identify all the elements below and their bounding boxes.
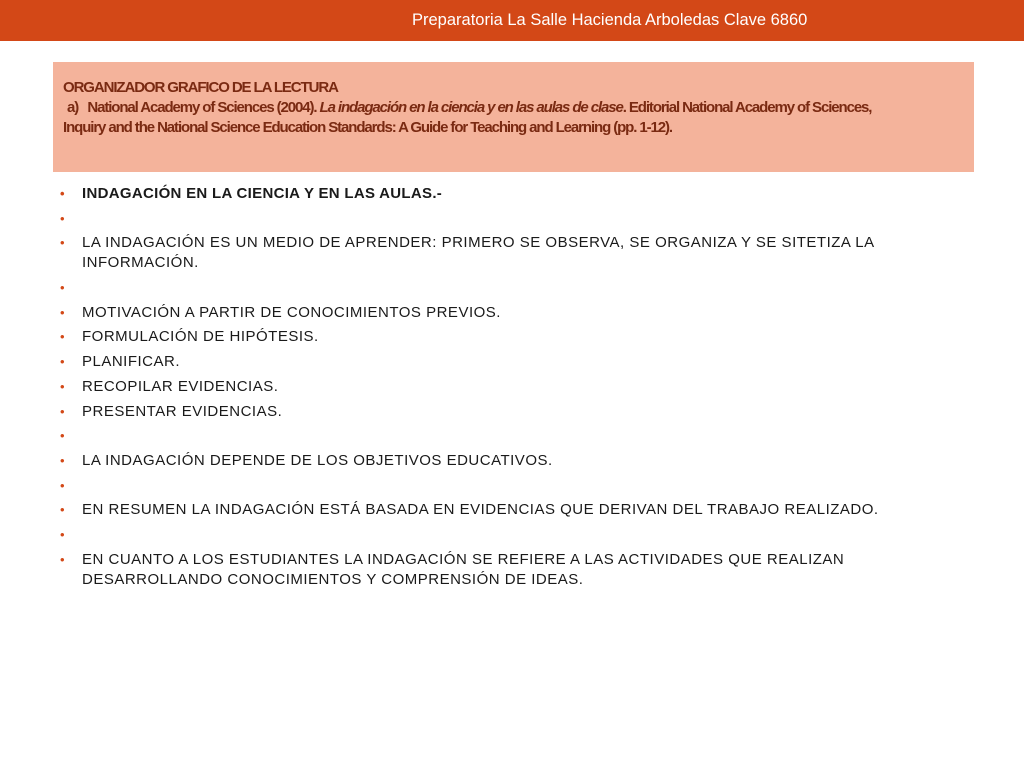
bullet-text: PLANIFICAR. bbox=[82, 353, 181, 371]
bullet-dot-icon: • bbox=[60, 502, 66, 518]
bullet-text: LA INDAGACIÓN ES UN MEDIO DE APRENDER: PRIMERO SE OBSERVA, SE ORGANIZA Y SE SITETIZA LA INFORMACIÓN. bbox=[82, 234, 874, 272]
list-item bbox=[60, 352, 960, 372]
header-banner bbox=[0, 0, 1024, 41]
school-name: Preparatoria La Salle Hacienda Arboledas Clave 6860 bbox=[412, 11, 808, 29]
bullet-text: LA INDAGACIÓN DEPENDE DE LOS OBJETIVOS EDUCATIVOS. bbox=[82, 451, 553, 469]
list-item bbox=[60, 550, 960, 590]
bullet-text: EN CUANTO A LOS ESTUDIANTES LA INDAGACIÓN SE REFIERE A LAS ACTIVIDADES QUE REALIZAN DESARROLLANDO CONOCIMIENTOS Y COMPRENSIÓN DE IDEAS. bbox=[82, 550, 845, 588]
list-item bbox=[60, 426, 960, 446]
bullet-dot-icon: • bbox=[60, 210, 66, 226]
bullet-text: PRESENTAR EVIDENCIAS. bbox=[82, 402, 283, 420]
citation-publisher: . Editorial National Academy of Sciences, bbox=[622, 99, 872, 116]
bullet-dot-icon: • bbox=[60, 354, 66, 370]
bullet-dot-icon: • bbox=[60, 403, 66, 419]
bullet-dot-icon: • bbox=[60, 304, 66, 320]
section-heading bbox=[60, 184, 960, 204]
bullet-dot-icon: • bbox=[60, 329, 66, 345]
bullet-text: EN RESUMEN LA INDAGACIÓN ESTÁ BASADA EN EVIDENCIAS QUE DERIVAN DEL TRABAJO REALIZADO. bbox=[82, 501, 879, 519]
bullet-dot-icon: • bbox=[60, 551, 66, 567]
bullet-dot-icon: • bbox=[60, 477, 66, 493]
list-item bbox=[60, 377, 960, 397]
title-line-3: Inquiry and the National Science Education Standards: A Guide for Teaching and Learning (pp. 1-12). bbox=[63, 119, 672, 136]
bullet-dot-icon: • bbox=[60, 452, 66, 468]
citation-authors: National Academy of Sciences (2004). bbox=[87, 99, 320, 116]
citation-title: La indagación en la ciencia y en las aulas de clase bbox=[319, 99, 623, 116]
bullet-dot-icon: • bbox=[60, 378, 66, 394]
list-item bbox=[60, 233, 960, 273]
list-item bbox=[60, 327, 960, 347]
bullet-dot-icon: • bbox=[60, 280, 66, 296]
bullet-text: MOTIVACIÓN A PARTIR DE CONOCIMIENTOS PREVIOS. bbox=[82, 303, 501, 321]
bullet-text: FORMULACIÓN DE HIPÓTESIS. bbox=[82, 328, 319, 346]
list-item bbox=[60, 209, 960, 229]
list-item bbox=[60, 525, 960, 545]
list-item bbox=[60, 451, 960, 471]
bullet-dot-icon: • bbox=[60, 526, 66, 542]
list-item bbox=[60, 303, 960, 323]
title-line-2 bbox=[63, 98, 968, 118]
bullet-dot-icon: • bbox=[60, 428, 66, 444]
slide-title bbox=[63, 78, 968, 138]
title-box bbox=[53, 62, 974, 172]
title-line-1: ORGANIZADOR GRAFICO DE LA LECTURA bbox=[63, 79, 338, 96]
list-item bbox=[60, 500, 960, 520]
bullet-text: RECOPILAR EVIDENCIAS. bbox=[82, 377, 279, 395]
title-list-marker: a) bbox=[67, 99, 79, 116]
bullet-dot-icon: • bbox=[60, 235, 66, 251]
bullet-text: INDAGACIÓN EN LA CIENCIA Y EN LAS AULAS.- bbox=[82, 185, 443, 202]
bullet-dot-icon: • bbox=[60, 186, 65, 201]
bullet-list bbox=[60, 184, 960, 594]
list-item bbox=[60, 402, 960, 422]
list-item bbox=[60, 278, 960, 298]
list-item bbox=[60, 476, 960, 496]
